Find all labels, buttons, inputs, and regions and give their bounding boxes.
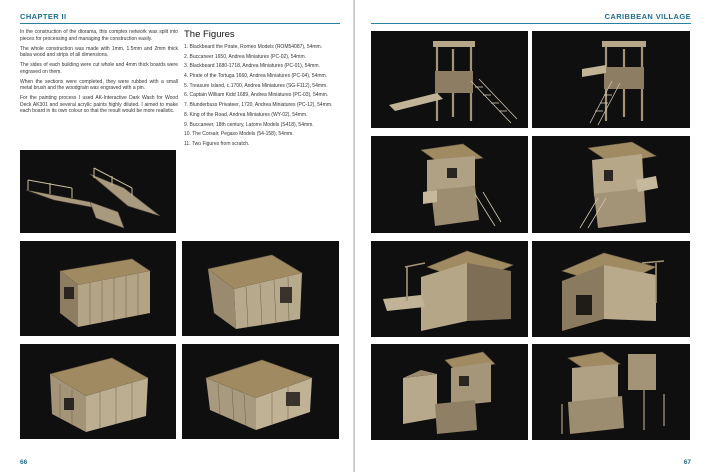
two-storey-hut-model-image	[532, 136, 690, 233]
intro-paragraph: In the construction of the diorama, this complex network was split into pieces for processing and managing the construction easily.	[20, 29, 178, 42]
photo-hut-2	[182, 241, 339, 336]
running-head-right: CARIBBEAN VILLAGE	[604, 12, 691, 21]
figure-item: 4. Pirate of the Tortuga 1660, Andrea Miniatures (PC-04), 54mm.	[184, 73, 328, 80]
intro-text	[20, 29, 178, 118]
photo-two-storey-hut-2	[532, 136, 690, 233]
photo-hut-3	[20, 344, 176, 439]
figure-item: 7. Blunderbuss Privateer, 1720, Andrea Miniatures (PC-12), 54mm.	[184, 102, 333, 109]
intro-paragraph: For the painting process I used AK-Interactive Dark Wash for Wood Deck AK301 and several acrylic paints highly diluted. I aimed to make each board in its own colour so that the result would be more realistic.	[20, 95, 178, 114]
hut-model-image	[182, 344, 339, 439]
figure-item: 2. Buccaneer 1650, Andrea Miniatures (PC-02), 54mm.	[184, 53, 307, 60]
photo-open-hut-1	[371, 241, 528, 337]
figure-item: 1. Blackbeard the Pirate, Romeo Models (ROM54087), 54mm.	[184, 44, 323, 50]
left-page	[0, 0, 354, 472]
two-storey-hut-model-image	[371, 136, 528, 233]
photo-stilt-tower-2	[532, 31, 690, 128]
intro-paragraph: The whole construction was made with 1mm, 1.5mm and 2mm thick balsa wood and strips of all dimensions.	[20, 45, 178, 58]
figure-item: 3. Blackbeard 1680-1718, Andrea Miniatures (PC-01), 54mm.	[184, 63, 320, 70]
village-cluster-model-image	[532, 344, 690, 440]
figure-item: 5. Treasure Island, c.1700, Andrea Miniatures (SG-F112), 54mm.	[184, 82, 328, 89]
photo-open-hut-2	[532, 241, 690, 337]
open-hut-model-image	[371, 241, 528, 337]
intro-paragraph: The sides of each building were cut whole and 4mm thick boards were engraved on them.	[20, 62, 178, 75]
figure-item: 6. Captain William Kidd 1689, Andrea Miniatures (PC-03), 54mm.	[184, 92, 329, 99]
page-number-left: 66	[20, 459, 28, 466]
figures-heading: The Figures	[184, 29, 235, 40]
header-rule-left	[20, 23, 340, 24]
figure-item: 11. Two Figures from scratch.	[184, 140, 250, 147]
stilt-tower-model-image	[371, 31, 528, 128]
figure-item: 8. King of the Road, Andrea Miniatures (WY-02), 54mm.	[184, 111, 308, 118]
stilt-tower-model-image	[532, 31, 690, 128]
walkways-model-image	[20, 150, 176, 233]
hut-model-image	[182, 241, 339, 336]
photo-stilt-tower-1	[371, 31, 528, 128]
photo-hut-1	[20, 241, 176, 336]
intro-paragraph: When the sections were completed, they were rubbed with a small metal brush and the woodgrain was engraved with a pin.	[20, 78, 178, 91]
open-hut-model-image	[532, 241, 690, 337]
running-head-left: CHAPTER II	[20, 12, 67, 21]
photo-two-storey-hut-1	[371, 136, 528, 233]
header-rule-right	[371, 23, 691, 24]
page-number-right: 67	[683, 459, 691, 466]
photo-village-cluster-1	[371, 344, 528, 440]
figure-item: 10. The Corsair, Pegaso Models (54-158), 54mm.	[184, 131, 294, 138]
figure-item: 9. Buccaneer, 18th century, Latorre Models (S418), 54mm.	[184, 121, 314, 128]
photo-walkways	[20, 150, 176, 233]
photo-village-cluster-2	[532, 344, 690, 440]
village-cluster-model-image	[371, 344, 528, 440]
photo-hut-4	[182, 344, 339, 439]
right-page	[355, 0, 709, 472]
figures-list	[184, 44, 340, 151]
hut-model-image	[20, 344, 176, 439]
hut-model-image	[20, 241, 176, 336]
